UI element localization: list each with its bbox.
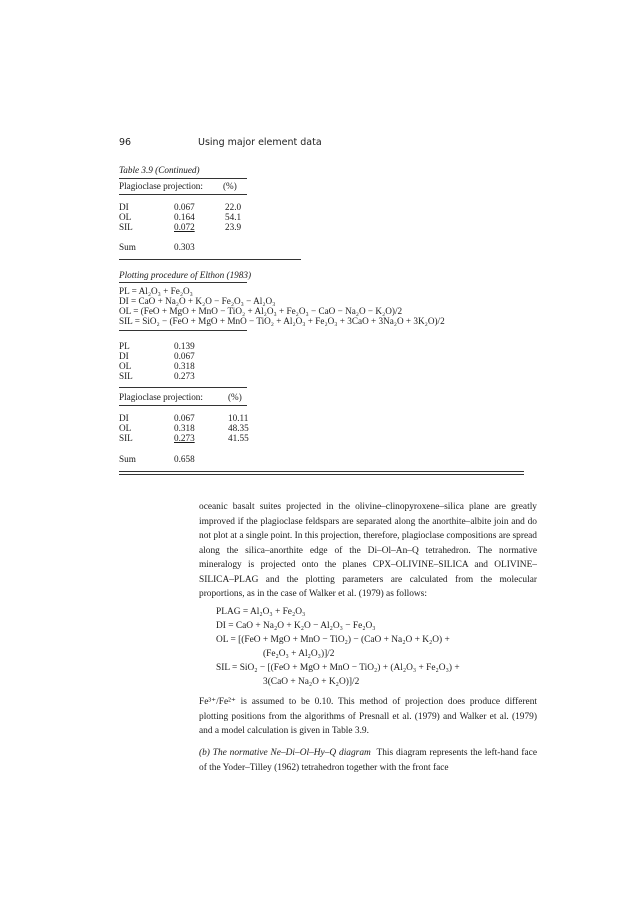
row-label: DI bbox=[119, 413, 129, 423]
section1-header-rule bbox=[119, 194, 247, 195]
equation-ol: OL = [(FeO + MgO + MnO − TiO₂) − (CaO + Na₂O + K₂O) + bbox=[216, 635, 450, 645]
column-header-label: Plagioclase projection: bbox=[119, 181, 203, 191]
row-percent: 22.0 bbox=[225, 202, 242, 212]
table-row bbox=[119, 222, 479, 233]
sum-label: Sum bbox=[119, 454, 136, 464]
section-text: This diagram represents the left-hand face of the Yoder–Tilley (1962) tetrahedron together with the front face bbox=[199, 748, 537, 773]
row-label: DI bbox=[119, 202, 129, 212]
sum-value: 0.658 bbox=[174, 454, 195, 464]
component-value: 0.139 bbox=[174, 341, 195, 351]
formula-rule bbox=[119, 330, 247, 331]
column-header-unit: (%) bbox=[223, 181, 237, 191]
sum-row bbox=[119, 242, 479, 253]
row-value: 0.067 bbox=[174, 202, 195, 212]
component-row bbox=[119, 371, 479, 382]
row-percent: 10.11 bbox=[228, 413, 249, 423]
row-value: 0.273 bbox=[174, 433, 195, 443]
formula-di: DI = CaO + Na₂O + K₂O − Fe₂O₃ − Al₂O₃ bbox=[119, 296, 276, 306]
row-value: 0.067 bbox=[174, 413, 195, 423]
page-number: 96 bbox=[119, 137, 132, 148]
equation-sil-cont: 3(CaO + Na₂O + K₂O)]/2 bbox=[263, 677, 360, 687]
section-heading: (b) The normative Ne–Di–Ol–Hy–Q diagram bbox=[199, 748, 371, 759]
equation-di: DI = CaO + Na₂O + K₂O − Al₂O₃ − Fe₂O₃ bbox=[216, 621, 376, 631]
row-percent: 48.35 bbox=[228, 423, 249, 433]
sum-row bbox=[119, 454, 479, 465]
table-bottom-rule-2 bbox=[119, 474, 524, 475]
equation-sil: SIL = SiO₂ − [(FeO + MgO + MnO − TiO₂) + (Al₂O₃ + Fe₂O₃) + bbox=[216, 663, 460, 673]
component-value: 0.067 bbox=[174, 351, 195, 361]
row-label: SIL bbox=[119, 433, 133, 443]
plotting-procedure-title: Plotting procedure of Elthon (1983) bbox=[119, 270, 252, 280]
component-value: 0.318 bbox=[174, 361, 195, 371]
row-percent: 54.1 bbox=[225, 212, 242, 222]
row-value: 0.072 bbox=[174, 222, 195, 232]
row-label: SIL bbox=[119, 222, 133, 232]
row-value: 0.318 bbox=[174, 423, 195, 433]
body-paragraph-1 bbox=[199, 500, 537, 602]
component-label: SIL bbox=[119, 371, 133, 381]
table-row bbox=[119, 433, 479, 444]
equation-ol-cont: (Fe₂O₃ + Al₂O₃)]/2 bbox=[263, 649, 335, 659]
row-value: 0.164 bbox=[174, 212, 195, 222]
column-header-unit: (%) bbox=[228, 392, 242, 402]
paragraph-text: Fe³⁺/Fe²⁺ is assumed to be 0.10. This method of projection does produce different plotting positions from the algorithms of Presnall et al. (1979) and Walker et al. (1979) and a model calculation is given in Table 3.9. bbox=[199, 697, 537, 737]
column-header-label: Plagioclase projection: bbox=[119, 392, 203, 402]
formula-pl: PL = Al₂O₃ + Fe₂O₃ bbox=[119, 286, 193, 296]
equation-plag: PLAG = Al₂O₃ + Fe₂O₃ bbox=[216, 607, 306, 617]
plotting-title-rule bbox=[119, 282, 247, 283]
section2-header-rule bbox=[119, 405, 247, 406]
page-header bbox=[119, 137, 519, 151]
component-value: 0.273 bbox=[174, 371, 195, 381]
paragraph-text: oceanic basalt suites projected in the olivine–clinopyroxene–silica plane are greatly improved if the plagioclase feldspars are separated along the anorthite–albite join and do not plot at a single point. In this projection, therefore, plagioclase compositions are spread along the silica–anorthite edge of the Di–Ol–An–Q tetrahedron. The normative mineralogy is projected onto the planes CPX–OLIVINE–SILICA and OLIVINE–SILICA–PLAG and the plotting parameters are calculated from the molecular proportions, as in the case of Walker et al. (1979) as follows: bbox=[199, 502, 537, 599]
components-rule bbox=[119, 387, 247, 388]
row-label: OL bbox=[119, 212, 132, 222]
table-caption: Table 3.9 (Continued) bbox=[119, 165, 200, 175]
row-percent: 23.9 bbox=[225, 222, 242, 232]
running-title: Using major element data bbox=[198, 137, 322, 148]
component-label: OL bbox=[119, 361, 132, 371]
section2-header bbox=[119, 392, 479, 403]
sum-label: Sum bbox=[119, 242, 136, 252]
component-label: DI bbox=[119, 351, 129, 361]
formula-ol: OL = (FeO + MgO + MnO − TiO₂ + Al₂O₃ + Fe₂O₃ − CaO − Na₂O − K₂O)/2 bbox=[119, 306, 403, 316]
row-label: OL bbox=[119, 423, 132, 433]
table-top-rule bbox=[119, 178, 247, 179]
section1-bottom-rule bbox=[119, 259, 301, 260]
section1-header bbox=[119, 181, 479, 192]
component-label: PL bbox=[119, 341, 130, 351]
section-b bbox=[199, 737, 537, 785]
formula-sil: SIL = SiO₂ − (FeO + MgO + MnO − TiO₂ + Al₂O₃ + Fe₂O₃ + 3CaO + 3Na₂O + 3K₂O)/2 bbox=[119, 316, 445, 326]
sum-value: 0.303 bbox=[174, 242, 195, 252]
table-bottom-rule bbox=[119, 471, 524, 472]
row-percent: 41.55 bbox=[228, 433, 249, 443]
